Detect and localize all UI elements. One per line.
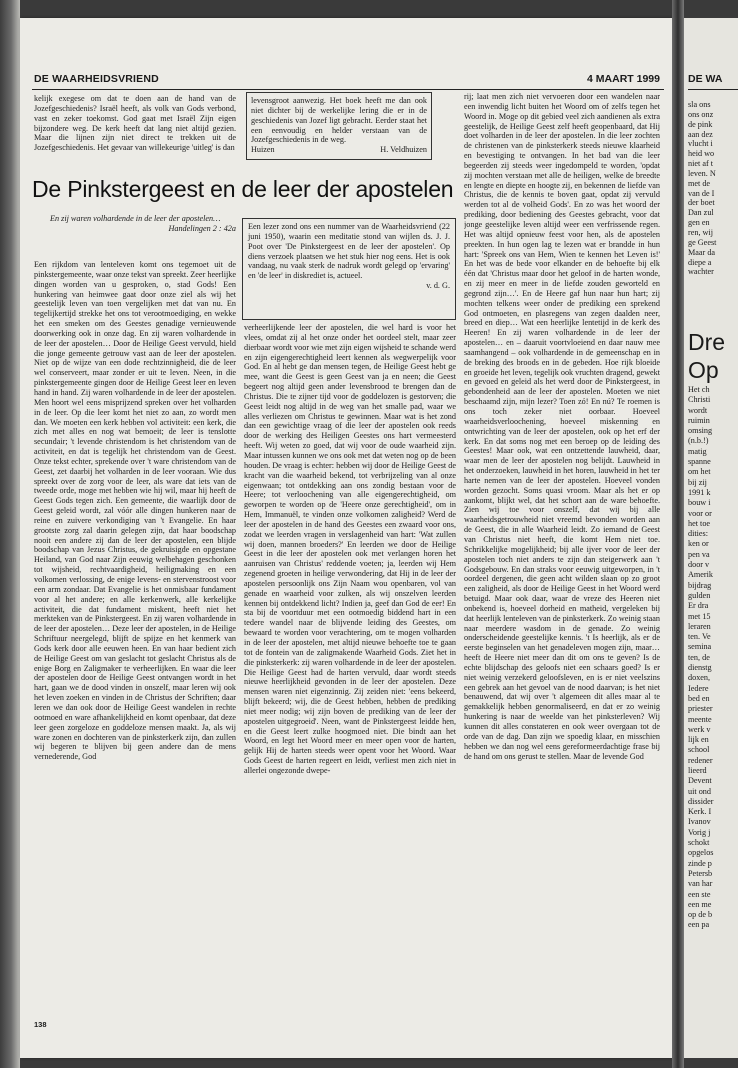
next-page-body-line: het toe <box>688 518 711 528</box>
next-page-body-line: van har <box>688 879 713 889</box>
next-page-body-text <box>688 385 738 931</box>
next-page-body-line: lijk en <box>688 735 709 745</box>
newspaper-page <box>20 18 672 1058</box>
next-page-body-line: meente <box>688 714 712 724</box>
next-page-body-line: ten. Ve <box>688 632 711 642</box>
next-page-top-line: heid wo <box>688 149 715 159</box>
article-column-3 <box>464 92 660 1008</box>
prev-article-place: Huizen <box>251 145 275 155</box>
next-page-body-line: dienstg <box>688 663 712 673</box>
next-page-body-line: bij zij <box>688 477 707 487</box>
next-page-body-line: door v <box>688 560 710 570</box>
article-column-1-text: Een rijkdom van lenteleven komt ons tegemoet uit de pinkstergemeente, waar onze tekst van spreekt. Zeer heerlijke dingen worden van u gesproken, o, stad Gods! Een hunkering van heimwee gaat door onze ziel als wij het geestelijk leven van toen vergelijken met dat van nu. En tegelijkertijd strekke het ons tot verootmoediging, en wekke het een smeken om des Geestes genadige vernieuwende doorwerking ook in onze dag. En zij waren volhardende in de leer der apostelen… Door de Heilige Geest vervuld, hield die jonge gemeente getrouw vast aan de leer der apostelen. Niet op de wijze van een dode rechtzinnigheid, die de leer wel conserveert, maar zonder er uit te leven. Neen, in die pinkstergemeente gingen door de Heilige Geest leer en leven hand in hand. Zij waren volhardende in de leer der apostelen. Men hoort wel eens misprijzend spreken over het volharden in de leer. Op die leer komt het niet zo aan, zo wordt men dan. We moeten een kerk hebben vol activiteit: een kerk, die zich met alles en nog wat bemoeit; de leer is tenslotte secundair; 't levende christendom is het christendom van de activiteit, en dat is tegelijk het christendom van de Geest. Onze tekst echter, sprekende over 't ware christendom van de Geest, zet daarbij het volharden in de leer vooraan. Wie dus spreekt over de zorg voor de leer, als ware dat iets van de tweede orde, moge met hebben wie hij wil, maar hij heeft de Geest Gods tegen zich. Een gemeente, die waarlijk door de Geest geleid wordt, zal vóór alle dingen hunkeren naar de reine en zuivere verkondiging van 't Evangelie. En haar grootste zorg zal daarin gelegen zijn, dat haar boodschap nooit een andere zij dan de leer der apostelen, een blijde boodschap van Jezus Christus, de gekruisigde en opgestane Heiland, van God naar Zijn eeuwig welbehagen geschonken tot wijsheid, rechtvaardigheid, heiligmaking en een volkomen verlossing, de enige levens- en stervenstroost voor een arm zondaar. Dat Evangelie is het onmisbaar fundament voor al het andere; en alle kerkenwerk, alle kerkelijke activiteit, die dat fundament miskent, heeft niet het merkteken van de Pinkstergeest. En zij waren volhardende in de leer der apostelen… Deze leer der apostelen, in de Heilige Schriftuur neergelegd, blijft de spijze en het kenmerk van Gods kerk door alle eeuwen heen. En van haar bedient zich de Heilige Geest om van geslacht tot geslacht Christus als de enige Borg en Zaligmaker te verheerlijken. En waar die leer der apostelen door de Heilige Geest ontvangen wordt in het hart, gaan we de dood vinden in onszelf, maar leren wij ook het leven zoeken en vinden in de Christus der Schriften; daar leren we dan ook door de Heilige Geest wandelen in rechte ootmoed en ware afhankelijkheid en komt openbaar, dat deze leer geen zorgeloze en goddeloze mensen maakt. Ja, als wij ware zonen en dochteren van de pinksterkerk zijn, dan zullen wij begeren te blijven bij geen andere dan de mens vernederende, God <box>34 260 236 762</box>
next-page-body-line: bijdrag <box>688 580 712 590</box>
next-page-body-line: dissider <box>688 796 714 806</box>
next-page-body-line: een me <box>688 899 712 909</box>
issue-date: 4 MAART 1999 <box>587 73 660 85</box>
next-page-body-line: semina <box>688 642 712 652</box>
next-page-top-line: vlucht i <box>688 139 713 149</box>
next-page-body-line: leraren <box>688 621 711 631</box>
next-page-body-line: school <box>688 745 710 755</box>
next-page-body-line: voor or <box>688 508 712 518</box>
prev-article-author: H. Veldhuizen <box>380 145 427 155</box>
prev-article-column-2 <box>246 92 432 160</box>
next-page-top-text <box>688 100 738 277</box>
next-page-body-line: Christi <box>688 395 711 405</box>
next-page-body-line: ten, de <box>688 652 710 662</box>
prev-article-column-1 <box>34 94 236 160</box>
next-page-title <box>688 328 725 384</box>
editor-note-box <box>242 218 456 320</box>
motto-text: En zij waren volhardende in de leer der apostelen… <box>50 214 221 223</box>
next-page-body-line: Petersb <box>688 868 713 878</box>
article-column-2-text: verheerlijkende leer der apostelen, die wel hard is voor het vlees, omdat zij al het onze onder het oordeel stelt, maar zeer dierbaar wordt voor wie met zijn eigen wijsheid te schande werd en zijn eigengerechtigheid leert kennen als wegwerpelijk voor God. En al hebt ge dan mensen tegen, de Heilige Geest hebt ge mee, want die Geest is geen Geest van ja en neen; die Geest begeert nog altijd geen ander levensbrood te brengen dan de Christus. Die te zijner tijd voor de goddelozen is gestorven; die Geest leidt nog altijd in de weg van het smalle pad, waar we alles verliezen om Christus te gewinnen. Maar wat is het zond dan een gewichtige vraag of die leer der apostelen ook reeds door de werking des Heiligen Geestes ons hart vermeesterd heeft. Wij weten zo goed, dat wij voor de oude waarheid zijn. Maar intussen kunnen we ons ook met dat weten nog op de been houden. De vraag is echter: hebben wij door de Heilige Geest de kracht van die waarheid bekend, tot verbrijzeling van al onze eigenwaan; tot ontdekking aan ons zondig bestaan voor de Heere; tot verloochening van alle eigengerechtigheid, om geworpen te worden op de 'Heere onze gerechtigheid', om in Hem, Immanuël, te vinden onze volkomen zaligheid? Werd de leer der apostelen in de hand des Geestes een zwaard voor ons, zodat we leerden vragen in verslagenheid van hart: 'Wat zullen wij doen, mannen broeders?' En leerden we door de Heilige Geest in die leer der apostelen ook met verlangen horen het aanruisen van Christus' reddende voeten; ja, leerden wij Hem zegenend groeten in heilige verwondering, dat Hij in de leer der apostelen persoonlijk ons Zijn Naam wou openbaren, vol van genade en waarheid voor zulken, als wij onszelven leerden kennen bij ontdekkend licht? Indien ja, geef dan God de eer! En sta bij de voortduur met een ootmoedig biddend hart in een tedere wandel naar de blijvende leiding des Geestes, om bewaard te worden voor verachtering, om te mogen volharden in de leer der apostelen, met altijd nieuwe behoefte toe te gaan tot de fontein van de zaligmakende Waarheid Gods. Ziet het in die pinksterkerk: zij waren volhardende in de leer der apostelen. Die Heilige Geest had de harten vervuld, daar wordt steeds nieuwe heerlijkheid gevonden in de leer der apostelen. Deze mensen waren niet eigenzinnig. Zij zeiden niet: 'eens bekeerd, blijft bekeerd; wij, die de Geest hebben, hebben de prediking niet meer nodig; wij zijn boven de prediking van de leer der apostelen uitgegroeid'. Neen, want de Pinkstergeest leidde hen, en die Geest leert zulke hoogmoed niet. Die bindt aan het Woord, en legt het Woord meer en meer open voor de harten, gelijk Hij de harten steeds weer opent voor het Woord. Waar Gods Geest de harten regeert en leidt, verliest men zich niet in allerlei ongezonde dwepe- <box>244 323 456 775</box>
article-column-2 <box>244 323 456 1008</box>
next-page-top-line: leven. N <box>688 168 716 178</box>
next-page-body-line: schokt <box>688 838 710 848</box>
next-page-body-line: opgelos <box>688 848 714 858</box>
next-page-body-line: Iedere <box>688 683 709 693</box>
next-page-top-line: de pink <box>688 119 713 129</box>
next-page-title-line: Dre <box>688 329 726 355</box>
next-page-body-line: ruimin <box>688 415 710 425</box>
next-page-body-line: Er dra <box>688 601 709 611</box>
next-page-body-line: matig <box>688 446 707 456</box>
next-page-body-line: 1991 k <box>688 487 711 497</box>
next-page-body-line: (n.b.!) <box>688 436 709 446</box>
editor-note-signature: v. d. G. <box>426 281 450 291</box>
next-page-top-line: der boet <box>688 198 715 208</box>
next-page-top-line: diepe a <box>688 257 712 267</box>
next-page-body-line: zinde p <box>688 858 712 868</box>
next-page-body-line: omsing <box>688 426 713 436</box>
next-page-body-line: werk v <box>688 724 711 734</box>
next-page-top-line: sla ons <box>688 100 711 109</box>
next-page-body-line: lieerd <box>688 765 707 775</box>
next-page-top-line: gen en <box>688 218 710 228</box>
next-page-body-line: pen va <box>688 549 710 559</box>
next-page-body-line: op de b <box>688 910 713 920</box>
next-page-header: DE WA <box>688 70 738 90</box>
next-page-body-line: bed en <box>688 693 710 703</box>
book-gutter <box>672 0 684 1068</box>
next-page-body-line: Kerk. I <box>688 807 712 817</box>
next-page-top-line: aan dez <box>688 129 713 139</box>
next-page-body-line: ken or <box>688 539 709 549</box>
next-page-top-line: Maar da <box>688 247 716 257</box>
next-page-body-line: priester <box>688 704 713 714</box>
next-page-body-line: uit ond <box>688 786 711 796</box>
next-page-top-line: niet af t <box>688 159 714 169</box>
next-page-top-line: van de I <box>688 188 715 198</box>
motto-reference: Handelingen 2 : 42a <box>168 224 236 233</box>
next-page-top-line: met de <box>688 178 711 188</box>
editor-note-text: Een lezer zond ons een nummer van de Waarheidsvriend (22 juni 1950), waarin een meditatie stond van wijlen ds. J. J. Poot over 'De Pinkstergeest en de leer der apostelen'. Op diens verzoek plaatsen we het stuk hier nog eens. Het is ook vandaag, nu vaak sterk de nadruk wordt gelegd op 'ervaring' en 'de leer' in diskrediet is, actueel. <box>248 222 450 281</box>
next-page-top-line: ge Geest <box>688 237 717 247</box>
prev-article-text-1: kelijk exegese om dat te doen aan de hand van de Jozefgeschiedenis? Israël heeft, als volk van Gods verbond, vast en zeker toekomst. God gaat met Israël Zijn eigen bijzondere weg. De kerk heeft dat lang niet altijd gezien. Maar die lijnen zijn niet direct te trekken uit de Jozefgeschiedenis. Het gevaar van willekeurige 'uitleg' is dan <box>34 94 236 153</box>
next-page-body-line: om het <box>688 467 711 477</box>
next-page-body-line: dities: <box>688 529 709 539</box>
next-page-top-line: ons onz <box>688 109 714 119</box>
next-page-top-line: wachter <box>688 267 714 277</box>
next-page-body-line: Vorig j <box>688 827 711 837</box>
next-page-body-line: met 15 <box>688 611 711 621</box>
next-page-body-line: een ste <box>688 889 711 899</box>
scan-margin <box>0 0 20 1068</box>
next-page-body-line: wordt <box>688 405 708 415</box>
page-header <box>32 70 664 90</box>
next-page-body-line: bouw i <box>688 498 711 508</box>
prev-article-signature <box>251 145 427 155</box>
next-page-body-line: spanne <box>688 457 711 467</box>
next-page-body-line: doxen, <box>688 673 711 683</box>
article-title: De Pinkstergeest en de leer der apostelen <box>32 176 454 202</box>
next-page-body-line: Het ch <box>688 385 710 394</box>
article-motto <box>50 214 236 234</box>
publication-name: DE WAARHEIDSVRIEND <box>34 73 159 85</box>
next-page-title-line: Op <box>688 357 719 383</box>
next-page-body-line: redener <box>688 755 713 765</box>
next-page-body-line: Devent <box>688 776 712 786</box>
page-number: 138 <box>34 1020 47 1029</box>
next-page-fragment <box>684 18 738 1058</box>
prev-article-text-2: levensgroot aanwezig. Het boek heeft me dan ook niet dichter bij de werkelijke lering die er in de geschiedenis van Jozef ligt gebracht. Eerder staat het een eenvoudig en helder verstaan van de Jozefgeschiedenis in de weg. <box>251 96 427 145</box>
article-column-3-text: rij; laat men zich niet vervoeren door een wandelen naar een inwendig licht buiten het Woord om of zelfs tegen het Woord in. Moge op dit gebied veel zich aandienen als extra geestelijk, de Heilige Geest zelf heeft geopenbaard, dat Hij doet volharden in de leer der apostelen. In die leer zochten de christenen van de pinksterkerk steeds nieuwe klaarheid en bevestiging te ontvangen. In het bad van die leer begeerden zij steeds weer ingedompeld te worden, 'opdat zij mochten verstaan met alle de heiligen, welke de breedte en lengte en diepte en hoogte zij, en bekennen de liefde van Christus, die de kennis te boven gaat, opdat zij vervuld werden tot al de volheid Gods'. En zo was het woord der prediking, door bediening des Geestes gebracht, voor dat jonge geestelijke leven altijd weer een verfrissende regen. Het was altijd opnieuw feest voor hen, als de apostelen preekten. In hun ogen lag te lezen wat er brandde in hun hart: 'Spreek ons van Hem, Wien te kennen het Leven is!' En het was de bede voor elkander en de behoefte bij elk één dat 'Christus maar door het geloof in de harten wonde, en zij meer en meer in de liefde zouden geworteld en gegrond zijn…'. En de Heere gaf hun naar hun hart; zij mochten telkens weer onder de prediking een sprekend God ontmoeten, en plasregens van zegen daalden neer, breed en diep… Wat een heerlijke lentetijd in de kerk des Heeren! En zij waren volhardende in de leer der apostelen… en – daaruit voortvloeiend en daar nauw mee saamhangend – ook volhardende in de gemeenschap en in de breking des broods en in de gebeden. Hoe rijk bloeide en groeide het leven, tegelijk ook vruchten dragend, gewekt en gevoed en geleid als het werd door de Pinkstergeest, in gebondenheid aan de leer der apostelen. Moeten we niet beschaamd zijn, mijn lezer? Toen zó! En nú? Te roemen is ons toch zeker niet oorbaar. Hoeveel waarheidsverloochening, hoeveel miskenning en ontwrichting van de leer der apostelen, ook op het erf der kerk. En dat soms nog met een beroep op de leiding des Geestes! Maar ook, wat een ontzettende lauwheid, daar, waar men de leer der apostelen nog belijdt. Lauwheid in het onderzoeken, lauwheid in het horen, lauwheid in het ter harte nemen van de leer der apostelen. Hoeveel vonden worden gezocht. Soms quasi vroom. Maar als het er op aankomt, blijkt wel, dat het schort aan de ware behoefte. Zien wij toe voor onszelf, dat wij bij alle waarheidsgetrouwheid niet vreemd bevonden worden aan de Geest, die in alle Waarheid leidt. Zo iemand de Geest van Christus niet heeft, die komt Hem niet toe. Schrikkelijke mogelijkheid; bij alle ijver voor de leer der apostelen toch niet anders te zijn dan steigerwerk aan 't Godsgebouw. En dan straks voor eeuwig uitgeworpen, in 't oordeel dergenen, die geen acht wilden slaan op zo groot een zaligheid, als door de Heilige Geest in het Woord werd betuigd. Maar ook daar, waar de vreze des Heeren niet onbekend is, hoeveel dorheid en matheid, vergeleken bij dat heerlijk lenteleven van de pinksterkerk. Zo weinig staan naar meerdere wasdom in de genade. Zo weinig onderscheidende geestelijke kennis. 't Is heerlijk, als er de eerste beginselen van het genadeleven mogen zijn, maar… heeft de Heere niet meer dan dit om ons te geven? Is de echte blijdschap des geloofs niet een schaars goed? Is er niet weinig verzekerd geloofsleven, en is er niet veelszins een gebrek aan het gevoel van de nood daarvan; is het niet benauwend, dat wij over 't algemeen dit alles maar al te gemakkelijk hebben genormaliseerd, en dat er zo weinig hunkering is naar de weelde van het pinksterleven? Wij kunnen dit alles constateren en ook weer overgaan tot de orde van de dag. Dan zijn we spoedig klaar, en misschien hebben we dan nog wel eens gereformeerdachtige frase bij de hand om ons gerust te stellen. Maar de levende God <box>464 92 660 761</box>
next-page-body-line: gulden <box>688 590 711 600</box>
article-column-1 <box>34 260 236 1008</box>
next-page-body-line: een pa <box>688 920 710 930</box>
next-page-top-line: ren, wij <box>688 227 714 237</box>
next-page-top-line: Dan zul <box>688 208 714 218</box>
next-page-body-line: Ivanov <box>688 817 711 827</box>
next-page-body-line: Amerik <box>688 570 714 580</box>
